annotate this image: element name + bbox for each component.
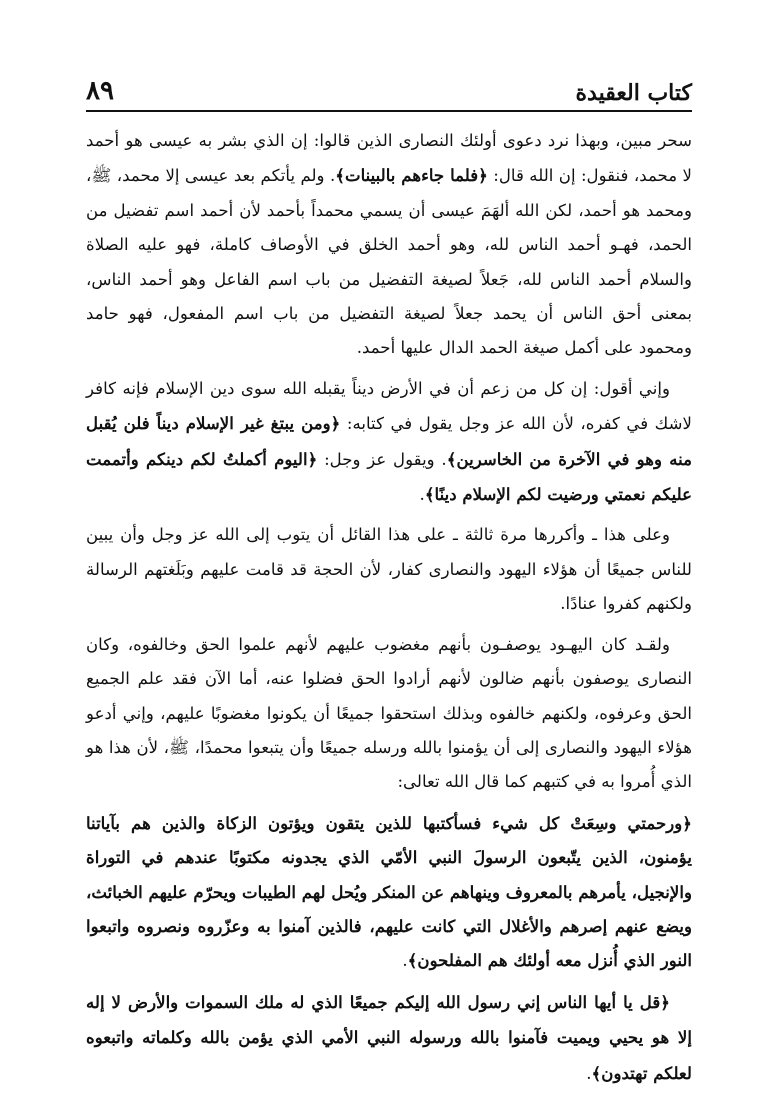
paragraph-2 bbox=[86, 372, 692, 513]
quran-quote: ﴿ومن يبتغ غير الإسلام ديناً فلن يُقبل منه وهو في الآخرة من الخاسرين﴾ bbox=[86, 413, 693, 469]
paragraph-4 bbox=[86, 628, 692, 800]
quran-quote: ﴿اليوم أكملتُ لكم دينكم وأتممت عليكم نعمتي ورضيت لكم الإسلام دينًا﴾ bbox=[86, 448, 692, 505]
text-run: . ولم يأتكم بعد عيسى إلا محمد، ﷺ، ومحمد هو أحمد، لكن الله ألهَمَ عيسى أن يسمي محمداً بأحمد لأن أحمد اسم تفضيل من الحمد، فهـو أحمد الناس لله، وهو أحمد الخلق في الأوصاف كاملة، فهو عليه الصلاة والسلام أحمد الناس لله، جَعلاً لصيغة التفضيل من باب اسم الفاعل وهو أحمد الناس، بمعنى أحق الناس أن يحمد جعلاً لصيغة التفضيل من باب اسم المفعول، فهو حامد ومحمود على أكمل صيغة الحمد الدال عليها أحمد. bbox=[86, 166, 692, 358]
paragraph-5 bbox=[86, 806, 692, 979]
text-run: . bbox=[419, 485, 425, 505]
text-run: وعلى هذا ـ وأكررها مرة ثالثة ـ على هذا القائل أن يتوب إلى الله عز وجل وأن يبين للناس جميعًا أن هؤلاء اليهود والنصارى كفار، لأن الحجة قد قامت عليهم وبَلَغتهم الرسالة ولكنهم كفروا عنادًا. bbox=[86, 525, 692, 614]
paragraph-3 bbox=[86, 518, 692, 621]
text-run: . ويقول عز وجل: bbox=[317, 449, 447, 469]
text-run: ولقـد كان اليهـود يوصفـون بأنهم مغضوب عليهم لأنهم علموا الحق وخالفوه، وكان النصارى يوصفون بأنهم ضالون لأنهم أرادوا الحق فضلوا عنه، أما الآن فقد علم الجميع الحق وعرفوه، ولكنهم خالفوه وبذلك استحقوا جميعًا أن يكونوا مغضوبًا عليهم، وإني أدعو هؤلاء اليهود والنصارى إلى أن يؤمنوا بالله ورسله جميعًا وأن يتبعوا محمدًا، ﷺ، لأن هذا هو الذي أُمروا به في كتبهم كما قال الله تعالى: bbox=[86, 634, 692, 792]
quran-quote: ﴿فلما جاءهم بالبينات﴾ bbox=[335, 165, 488, 186]
page-number: ٨٩ bbox=[86, 76, 114, 106]
text-run: وإني أقول: إن كل من زعم أن في الأرض ديناً يقبله الله سوى دين الإسلام فإنه كافر لاشك في كفره، لأن الله عز وجل يقول في كتابه: bbox=[86, 378, 693, 434]
page-header bbox=[86, 62, 692, 112]
paragraph-6 bbox=[86, 985, 692, 1091]
text-run: . bbox=[586, 1063, 592, 1083]
book-title: كتاب العقيدة bbox=[575, 80, 692, 106]
page-body bbox=[86, 124, 692, 1091]
text-run: . bbox=[402, 951, 408, 971]
paragraph-1 bbox=[86, 124, 692, 366]
quran-quote: ﴿قل يا أيها الناس إني رسول الله إليكم جميعًا الذي له ملك السموات والأرض لا إله إلا هو يحيي ويميت فآمنوا بالله ورسوله النبي الأمي الذي يؤمن بالله وكلماته واتبعوه لعلكم تهتدون﴾ bbox=[86, 991, 692, 1083]
quran-quote: ﴿ورحمتي وسِعَتْ كل شيء فسأكتبها للذين يتقون ويؤتون الزكاة والذين هم بآياتنا يؤمنون، الذين يتّبعون الرسولَ النبي الأمّي الذي يجدونه مكتوبًا عندهم في التوراة والإنجيل، يأمرهم بالمعروف وينهاهم عن المنكر ويُحل لهم الطيبات ويحرّم عليهم الخبائث، ويضع عنهم إصرهم والأغلال التي كانت عليهم، فالذين آمنوا به وعزّروه ونصروه واتبعوا النور الذي أُنزل معه أولئك هم المفلحون﴾ bbox=[86, 812, 692, 971]
text-run: سحر مبين، وبهذا نرد دعوى أولئك النصارى الذين قالوا: إن الذي بشر به عيسى هو أحمد لا محمد، فنقول: إن الله قال: bbox=[86, 131, 692, 186]
